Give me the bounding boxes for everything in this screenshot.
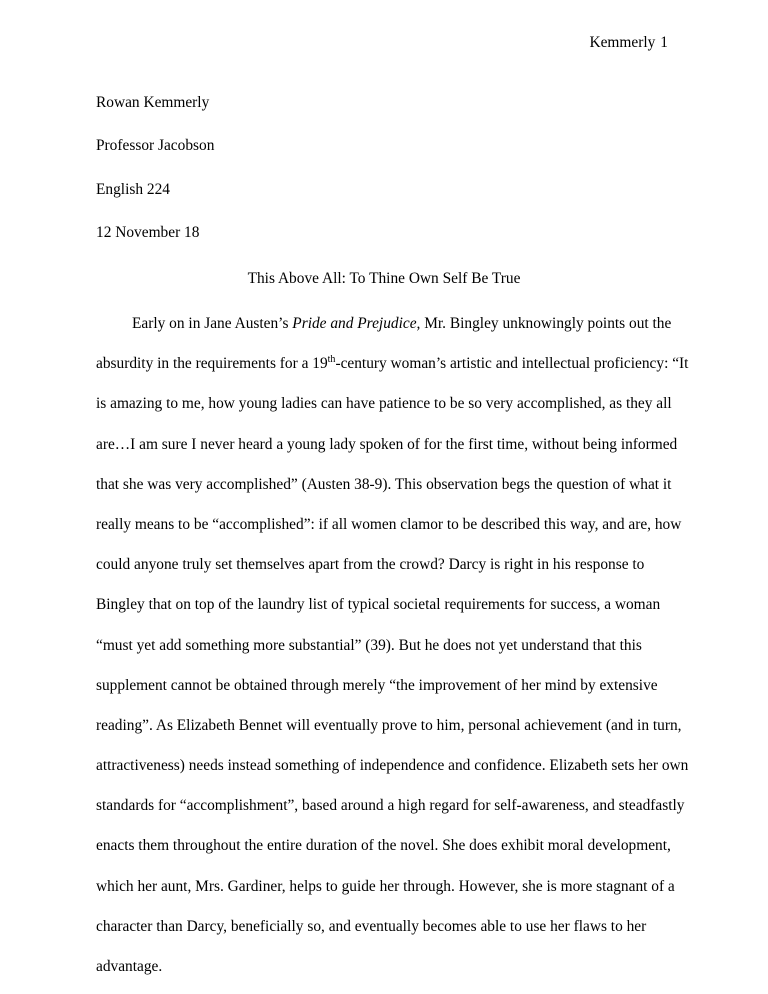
paragraph-line-14: enacts them throughout the entire duration of the novel. She does exhibit moral development, [96,837,671,854]
paragraph-line-11: reading”. As Elizabeth Bennet will eventually prove to him, personal achievement (and in turn, [96,717,682,734]
paragraph-line-13: standards for “accomplishment”, based around a high regard for self-awareness, and steadfastly [96,797,685,814]
paragraph-line-4: are…I am sure I never heard a young lady spoken of for the first time, without being informed [96,436,678,453]
paragraph-line-9: “must yet add something more substantial” (39). But he does not yet understand that this [96,637,642,654]
professor-name: Professor Jacobson [96,137,215,154]
paragraph-line-12: attractiveness) needs instead something of independence and confidence. Elizabeth sets her own [96,757,689,774]
ordinal-superscript: th [327,354,336,365]
line-2-text-after: -century woman’s artistic and intellectual proficiency: “It [335,355,689,372]
paragraph-line-15: which her aunt, Mrs. Gardiner, helps to guide her through. However, she is more stagnant of a [96,878,675,895]
paragraph-line-10: supplement cannot be obtained through merely “the improvement of her mind by extensive [96,677,658,694]
running-header [589,34,668,52]
line-1-text-after: Mr. Bingley unknowingly points out the [420,315,672,332]
paragraph-line-3: is amazing to me, how young ladies can have patience to be so very accomplished, as they all [96,395,672,412]
paragraph-line-17: advantage. [96,958,163,975]
book-title: Pride and Prejudice, [292,315,421,332]
page-number: 1 [660,34,668,51]
paragraph-line-6: really means to be “accomplished”: if all women clamor to be described this way, and are, how [96,516,682,533]
student-name: Rowan Kemmerly [96,94,210,111]
essay-title: This Above All: To Thine Own Self Be True [247,270,521,287]
paragraph-line-8: Bingley that on top of the laundry list of typical societal requirements for success, a woman [96,596,661,613]
line-1-text-before: Early on in Jane Austen’s [132,315,293,332]
paragraph-line-2 [96,355,688,373]
paragraph-line-1 [132,315,671,333]
paragraph-line-7: could anyone truly set themselves apart from the crowd? Darcy is right in his response to [96,556,645,573]
essay-date: 12 November 18 [96,224,200,241]
paragraph-line-16: character than Darcy, beneficially so, and eventually becomes able to use her flaws to her [96,918,647,935]
course-name: English 224 [96,181,170,198]
paragraph-line-5: that she was very accomplished” (Austen 38-9). This observation begs the question of what it [96,476,672,493]
header-author-name: Kemmerly [589,34,656,51]
line-2-text-before: absurdity in the requirements for a 19 [96,355,328,372]
